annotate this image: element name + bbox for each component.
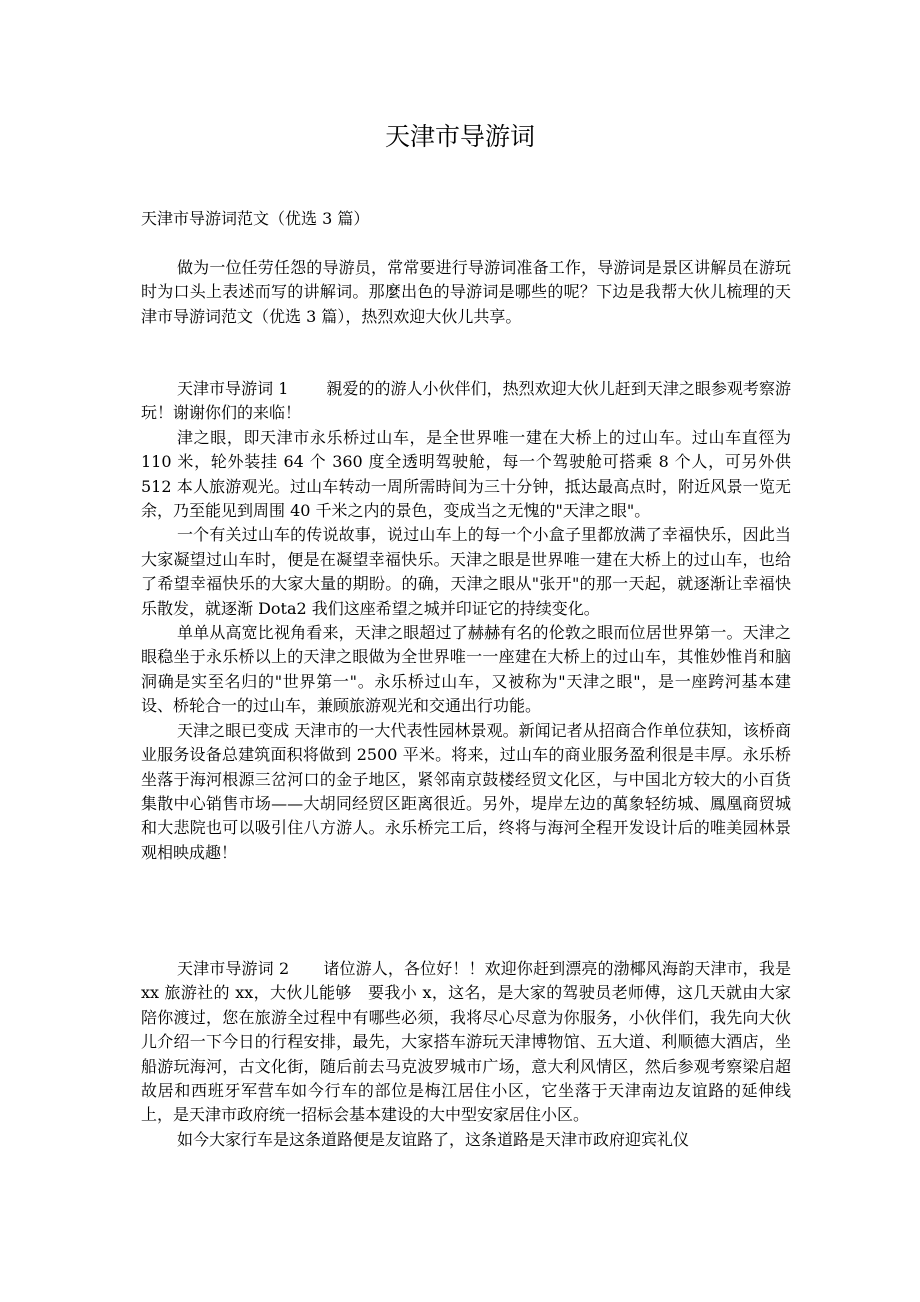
- section-1: [141, 377, 791, 865]
- document-subtitle: 天津市导游词范文（优选 3 篇）: [141, 209, 370, 228]
- intro-block: [141, 256, 791, 329]
- intro-paragraph: 做为一位任劳任怨的导游员，常常要进行导游词准备工作，导游词是景区讲解员在游玩时为口头上表述而写的讲解词。那麼出色的导游词是哪些的呢？下边是我帮大伙儿梳理的天津市导游词范文（优选 3 篇），热烈欢迎大伙儿共享。: [141, 258, 791, 326]
- section-1-paragraph: 津之眼，即天津市永乐桥过山车，是全世界唯一建在大桥上的过山车。过山车直徑为 110 米，轮外装挂 64 个 360 度全透明驾驶舱，每一个驾驶舱可搭乘 8 个人，可另外供 512 本人旅游观光。过山车转动一周所需時间为三十分钟，抵达最高点时，附近风景一览无余，乃至能见到周围 40 千米之内的景色，变成当之无愧的"天津之眼"。: [141, 427, 791, 521]
- section-2-paragraph: 如今大家行车是这条道路便是友谊路了，这条道路是天津市政府迎宾礼仪: [177, 1129, 690, 1149]
- section-1-paragraph: 单单从高宽比视角看来，天津之眼超过了赫赫有名的伦敦之眼而位居世界第一。天津之眼稳坐于永乐桥以上的天津之眼做为全世界唯一一座建在大桥上的过山车，其惟妙惟肖和脑洞确是实至名归的"世界第一"。永乐桥过山车，又被称为"天津之眼"，是一座跨河基本建设、桥轮合一的过山车，兼顾旅游观光和交通出行功能。: [141, 623, 791, 716]
- section-1-opening: 親爱的的游人小伙伴们，热烈欢迎大伙儿赶到天津之眼参观考察游玩！谢谢你们的来临！: [141, 379, 791, 423]
- section-1-first-paragraph: [141, 377, 791, 426]
- section-2: [141, 957, 791, 1152]
- section-1-paragraph: 天津之眼已变成 天津市的一大代表性园林景观。新闻记者从招商合作单位获知，该桥商业服务设备总建筑面积将做到 2500 平米。将来，过山车的商业服务盈利很是丰厚。永乐桥坐落于海河根源三岔河口的金子地区，紧邻南京鼓楼经贸文化区，与中国北方较大的小百货集散中心销售市场——大胡同经贸区距离很近。另外，堤岸左边的萬象轻纺城、鳳凰商贸城和大悲院也可以吸引住八方游人。永乐桥完工后，终将与海河全程开发设计后的唯美园林景观相映成趣！: [141, 720, 791, 862]
- section-1-paragraph: 一个有关过山车的传说故事，说过山车上的每一个小盒子里都放满了幸福快乐，因此当大家凝望过山车时，便是在凝望幸福快乐。天津之眼是世界唯一建在大桥上的过山车，也给了希望幸福快乐的大家大量的期盼。的确，天津之眼从"张开"的那一天起，就逐渐让幸福快乐散发，就逐渐 Dota2 我们这座希望之城并印证它的持续变化。: [141, 525, 791, 618]
- document-title: 天津市导游词: [384, 122, 535, 151]
- section-2-heading: 天津市导游词 2: [177, 959, 290, 978]
- section-1-heading: 天津市导游词 1: [177, 379, 289, 398]
- section-2-first-paragraph: [141, 957, 791, 1128]
- section-2-opening: 诸位游人，各位好！！欢迎你赶到漂亮的渤椰风海韵天津市，我是 xx 旅游社的 xx，大伙儿能够 要我小 x，这名，是大家的驾驶员老师傅，这几天就由大家陪你渡过，您在旅游全过程中有哪些必须，我将尽心尽意为你服务，小伙伴们，我先向大伙儿介绍一下今日的行程安排，最先，大家搭车游玩天津博物馆、五大道、利顺德大酒店，坐船游玩海河，古文化街，随后前去马克波罗城市广场，意大利风情区，然后参观考察梁启超故居和西班牙军营车如今行车的部位是梅江居住小区，它坐落于天津南边友谊路的延伸线上，是天津市政府统一招标会基本建设的大中型安家居住小区。: [141, 959, 791, 1125]
